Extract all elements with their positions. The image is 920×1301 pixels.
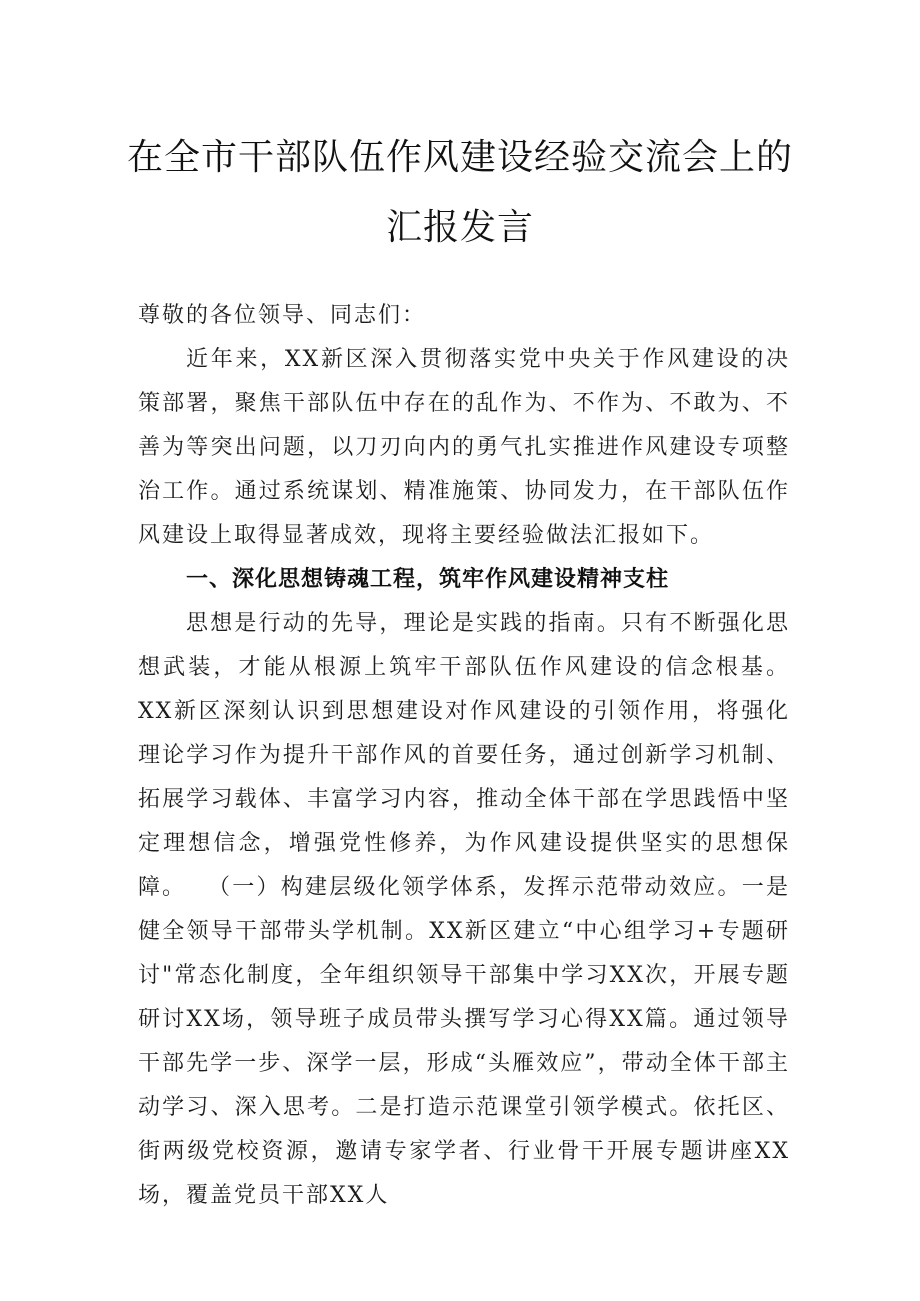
salutation: 尊敬的各位领导、同志们： — [138, 303, 427, 328]
document-title-line-1: 在全市干部队伍作风建设经验交流会上的 — [126, 137, 793, 178]
section-heading-1: 一、深化思想铸魂工程，筑牢作风建设精神支柱 — [186, 567, 670, 592]
paragraph-section-1: 思想是行动的先导，理论是实践的指南。只有不断强化思想武装，才能从根源上筑牢干部队伍作风建设的信念根基。XX新区深刻认识到思想建设对作风建设的引领作用，将强化理论学习作为提升干部作风的首要任务，通过创新学习机制、拓展学习载体、丰富学习内容，推动全体干部在学思践悟中坚定理想信念，增强党性修养，为作风建设提供坚实的思想保障。 — [138, 611, 790, 900]
document-title-line-2: 汇报发言 — [385, 207, 534, 248]
paragraph-intro: 近年来，XX新区深入贯彻落实党中央关于作风建设的决策部署，聚焦干部队伍中存在的乱作为、不作为、不敢为、不善为等突出问题，以刀刃向内的勇气扎实推进作风建设专项整治工作。通过系统谋划、精准施策、协同发力，在干部队伍作风建设上取得显著成效，现将主要经验做法汇报如下。 — [138, 347, 790, 548]
paragraph-subsection-1: （一）构建层级化领学体系，发挥示范带动效应。一是健全领导干部带头学机制。XX新区建立“中心组学习+专题研讨"常态化制度，全年组织领导干部集中学习XX次，开展专题研讨XX场，领导班子成员带头撰写学习心得XX篇。通过领导干部先学一步、深学一层，形成“头雁效应”，带动全体干部主动学习、深入思考。二是打造示范课堂引领学模式。依托区、街两级党校资源，邀请专家学者、行业骨干开展专题讲座XX场，覆盖党员干部XX人 — [138, 875, 790, 1208]
